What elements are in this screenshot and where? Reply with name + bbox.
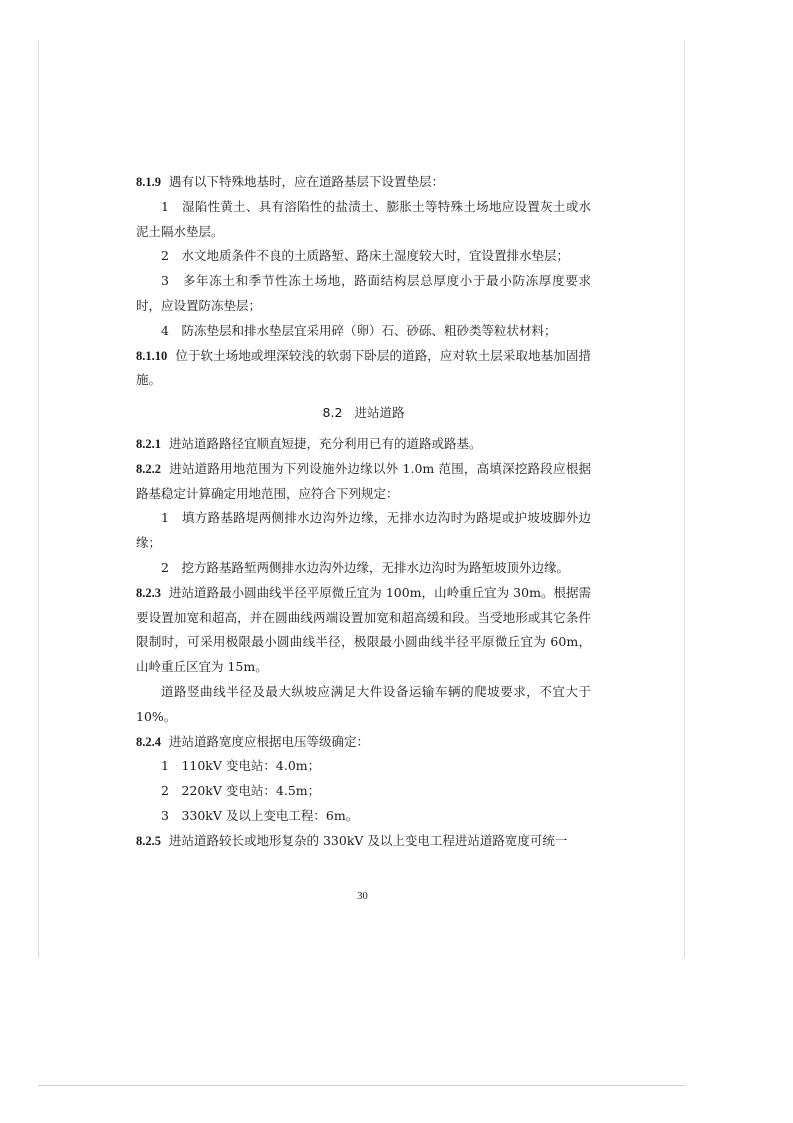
list-item: 2 挖方路基路堑两侧排水边沟外边缘，无排水边沟时为路堑坡顶外边缘。 [161, 559, 569, 575]
clause-8-2-4 [136, 730, 591, 755]
list-item: 3 多年冻土和季节性冻土场地，路面结构层总厚度小于最小防冻厚度要求时，应设置防冻垫层； [136, 273, 591, 313]
clause-text: 进站道路用地范围为下列设施外边缘以外 1.0m 范围，高填深挖路段应根据路基稳定计算确定用地范围，应符合下列规定： [136, 460, 591, 501]
clause-text: 进站道路较长或地形复杂的 330kV 及以上变电工程进站道路宽度可统一 [169, 832, 568, 848]
section-heading-number: 8.2 [322, 405, 343, 421]
clause-text: 进站道路最小圆曲线半径平原微丘宜为 100m，山岭重丘宜为 30m。根据需要设置加宽和超高，并在圆曲线两端设置加宽和超高缓和段。当受地形或其它条件限制时，可采用极限最小圆曲线半径，极限最小圆曲线半径平原微丘宜为 60m，山岭重丘区宜为 15m。 [136, 584, 591, 675]
list-item: 3 330kV 及以上变电工程：6m。 [161, 807, 359, 823]
clause-number: 8.2.5 [136, 833, 161, 848]
clause-text: 位于软土场地或埋深较浅的软弱下卧层的道路，应对软土层采取地基加固措施。 [136, 347, 591, 388]
page-left-border [38, 40, 39, 958]
page-number: 30 [357, 891, 368, 902]
document-body [136, 170, 591, 854]
clause-number: 8.2.1 [136, 436, 161, 451]
list-item: 1 湿陷性黄土、具有溶陷性的盐渍土、膨胀土等特殊土场地应设置灰土或水泥土隔水垫层。 [136, 198, 591, 239]
clause-8-2-1 [136, 432, 591, 457]
clause-8-1-10 [136, 344, 591, 394]
clause-text: 遇有以下特殊地基时，应在道路基层下设置垫层： [169, 174, 445, 189]
clause-number: 8.2.3 [136, 585, 161, 600]
clause-number: 8.1.10 [136, 348, 168, 363]
list-item: 1 填方路基路堤两侧排水边沟外边缘，无排水边沟时为路堤或护坡坡脚外边缘； [136, 510, 591, 551]
list-item: 2 220kV 变电站：4.5m； [161, 783, 321, 799]
clause-text: 进站道路宽度应根据电压等级确定： [169, 733, 370, 749]
page-bottom-divider [38, 1085, 685, 1086]
clause-8-2-3 [136, 581, 591, 680]
section-heading-8-2 [136, 401, 591, 426]
clause-number: 8.2.2 [136, 461, 161, 476]
clause-number: 8.2.4 [136, 734, 161, 749]
list-item: 2 水文地质条件不良的土质路堑、路床土湿度较大时，宜设置排水垫层； [161, 248, 569, 264]
list-item: 1 110kV 变电站：4.0m； [161, 758, 321, 774]
clause-8-2-5 [136, 829, 591, 854]
list-item: 4 防冻垫层和排水垫层宜采用碎（卵）石、砂砾、粗砂类等粒状材料； [161, 322, 557, 338]
clause-paragraph: 道路竖曲线半径及最大纵坡应满足大件设备运输车辆的爬坡要求，不宜大于 10%。 [136, 683, 591, 724]
clause-8-1-9 [136, 170, 591, 195]
clause-text: 进站道路路径宜顺直短捷，充分利用已有的道路或路基。 [169, 435, 482, 451]
section-heading-title: 进站道路 [354, 405, 405, 421]
clause-number: 8.1.9 [136, 175, 161, 189]
clause-8-2-2 [136, 457, 591, 507]
page-right-border [684, 40, 685, 958]
